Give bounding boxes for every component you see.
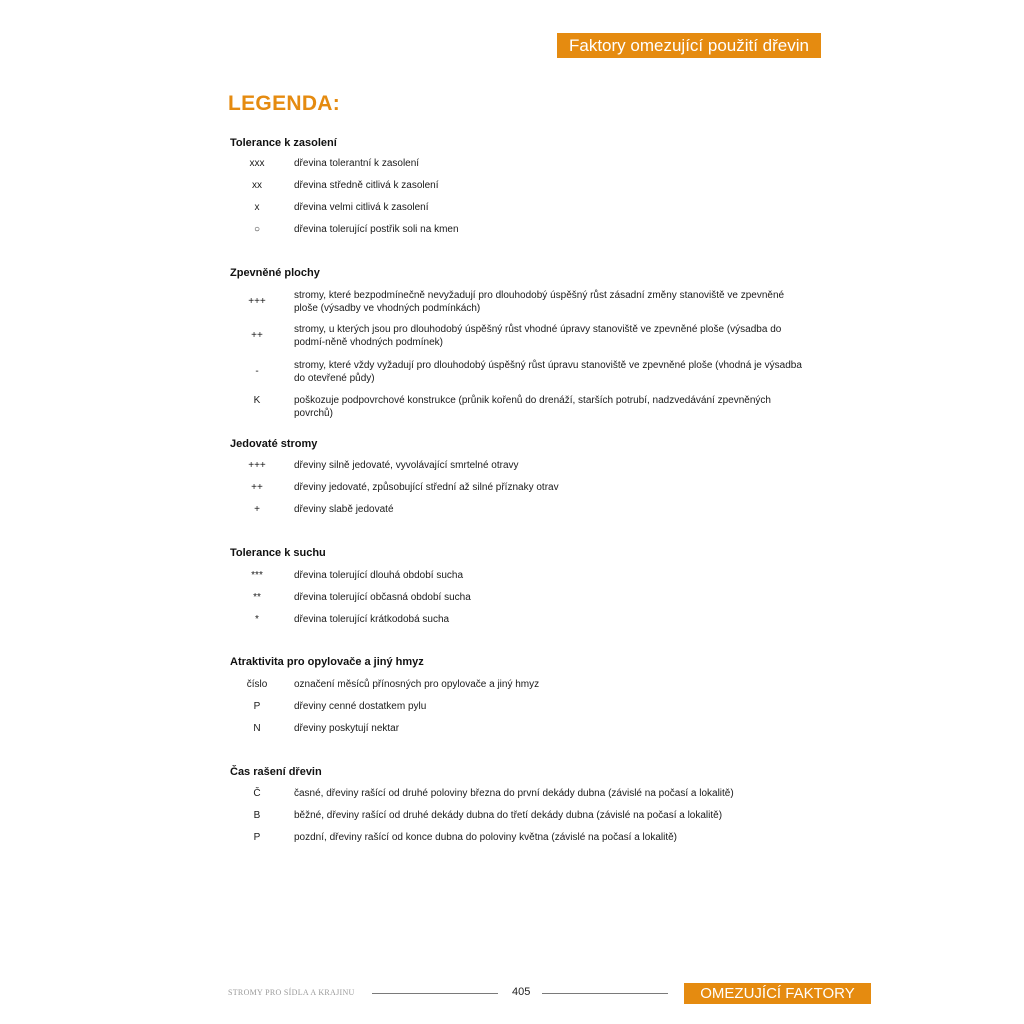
legend-symbol: x <box>254 202 260 213</box>
legend-symbol: * <box>255 614 259 625</box>
legend-description: stromy, které bezpodmínečně nevyžadují pro dlouhodobý úspěšný růst zásadní změny stanoviště ve zpevněné ploše (výsadby ve vhodných podmínkách) <box>294 290 785 314</box>
section-heading-budding: Čas rašení dřevin <box>230 766 322 778</box>
legend-symbol: +++ <box>248 296 266 307</box>
legend-symbol: *** <box>251 570 263 581</box>
legend-description: stromy, které vždy vyžadují pro dlouhodobý úspěšný růst úpravu stanoviště ve zpevněné ploše (vhodná je výsadba do otevřené půdy) <box>294 360 802 384</box>
legend-description: poškozuje podpovrchové konstrukce (průnik kořenů do drenáží, starších potrubí, nadzvedávání zpevněných povrchů) <box>294 395 771 419</box>
page-number: 405 <box>512 986 531 998</box>
section-heading-pollinators: Atraktivita pro opylovače a jiný hmyz <box>230 656 424 668</box>
footer-chapter-label: OMEZUJÍCÍ FAKTORY <box>700 985 855 1002</box>
legend-symbol: Č <box>253 788 261 799</box>
legend-description: označení měsíců přínosných pro opylovače a jiný hmyz <box>294 679 540 690</box>
legend-description: dřevina tolerující dlouhá období sucha <box>294 570 464 581</box>
legend-symbol: N <box>253 723 261 734</box>
legend-symbol: xxx <box>249 158 265 169</box>
legend-symbol: ++ <box>251 330 263 341</box>
legend-description: stromy, u kterých jsou pro dlouhodobý úspěšný růst vhodné úpravy stanoviště ve zpevněné ploše (výsadba do podmí-něně vhodných podmínek) <box>294 324 782 348</box>
legend-description: dřeviny silně jedovaté, vyvolávající smrtelné otravy <box>294 460 519 471</box>
section-heading-salt: Tolerance k zasolení <box>230 137 337 149</box>
legend-symbol: xx <box>252 180 262 191</box>
legend-symbol: P <box>253 832 261 843</box>
legend-symbol: K <box>253 395 261 406</box>
legend-description: dřeviny slabě jedovaté <box>294 504 394 515</box>
legend-symbol: + <box>254 504 260 515</box>
legend-symbol: - <box>255 366 259 377</box>
legend-symbol: ++ <box>251 482 263 493</box>
chapter-header <box>557 33 821 58</box>
legend-description: dřeviny cenné dostatkem pylu <box>294 701 427 712</box>
footer-divider-left <box>372 993 498 994</box>
footer-book-title: STROMY PRO SÍDLA A KRAJINU <box>228 988 355 997</box>
legend-symbol: +++ <box>248 460 266 471</box>
legend-symbol: ○ <box>253 224 261 235</box>
legend-description: dřevina tolerující občasná období sucha <box>294 592 471 603</box>
legend-description: časné, dřeviny rašící od druhé poloviny března do první dekády dubna (závislé na počasí a lokalitě) <box>294 788 734 799</box>
section-heading-drought: Tolerance k suchu <box>230 547 326 559</box>
legend-symbol: ** <box>253 592 261 603</box>
legend-description: dřevina velmi citlivá k zasolení <box>294 202 429 213</box>
legend-description: dřeviny jedovaté, způsobující střední až silné příznaky otrav <box>294 482 559 493</box>
legend-symbol: P <box>253 701 261 712</box>
legend-description: pozdní, dřeviny rašící od konce dubna do poloviny května (závislé na počasí a lokalitě) <box>294 832 677 843</box>
legend-description: dřeviny poskytují nektar <box>294 723 400 734</box>
legend-description: dřevina středně citlivá k zasolení <box>294 180 439 191</box>
chapter-header-title: Faktory omezující použití dřevin <box>569 35 809 55</box>
legend-title: LEGENDA: <box>228 92 341 115</box>
footer-divider-right <box>542 993 668 994</box>
legend-description: dřevina tolerantní k zasolení <box>294 158 420 169</box>
legend-symbol: číslo <box>246 679 268 690</box>
legend-description: dřevina tolerující krátkodobá sucha <box>294 614 450 625</box>
footer-chapter-bar <box>684 983 871 1004</box>
legend-description: běžné, dřeviny rašící od druhé dekády dubna do třetí dekády dubna (závislé na počasí a lokalitě) <box>294 810 723 821</box>
section-heading-poisonous: Jedovaté stromy <box>230 438 318 450</box>
section-heading-paved: Zpevněné plochy <box>230 267 320 279</box>
legend-symbol: B <box>253 810 261 821</box>
legend-description: dřevina tolerující postřik soli na kmen <box>294 224 459 235</box>
